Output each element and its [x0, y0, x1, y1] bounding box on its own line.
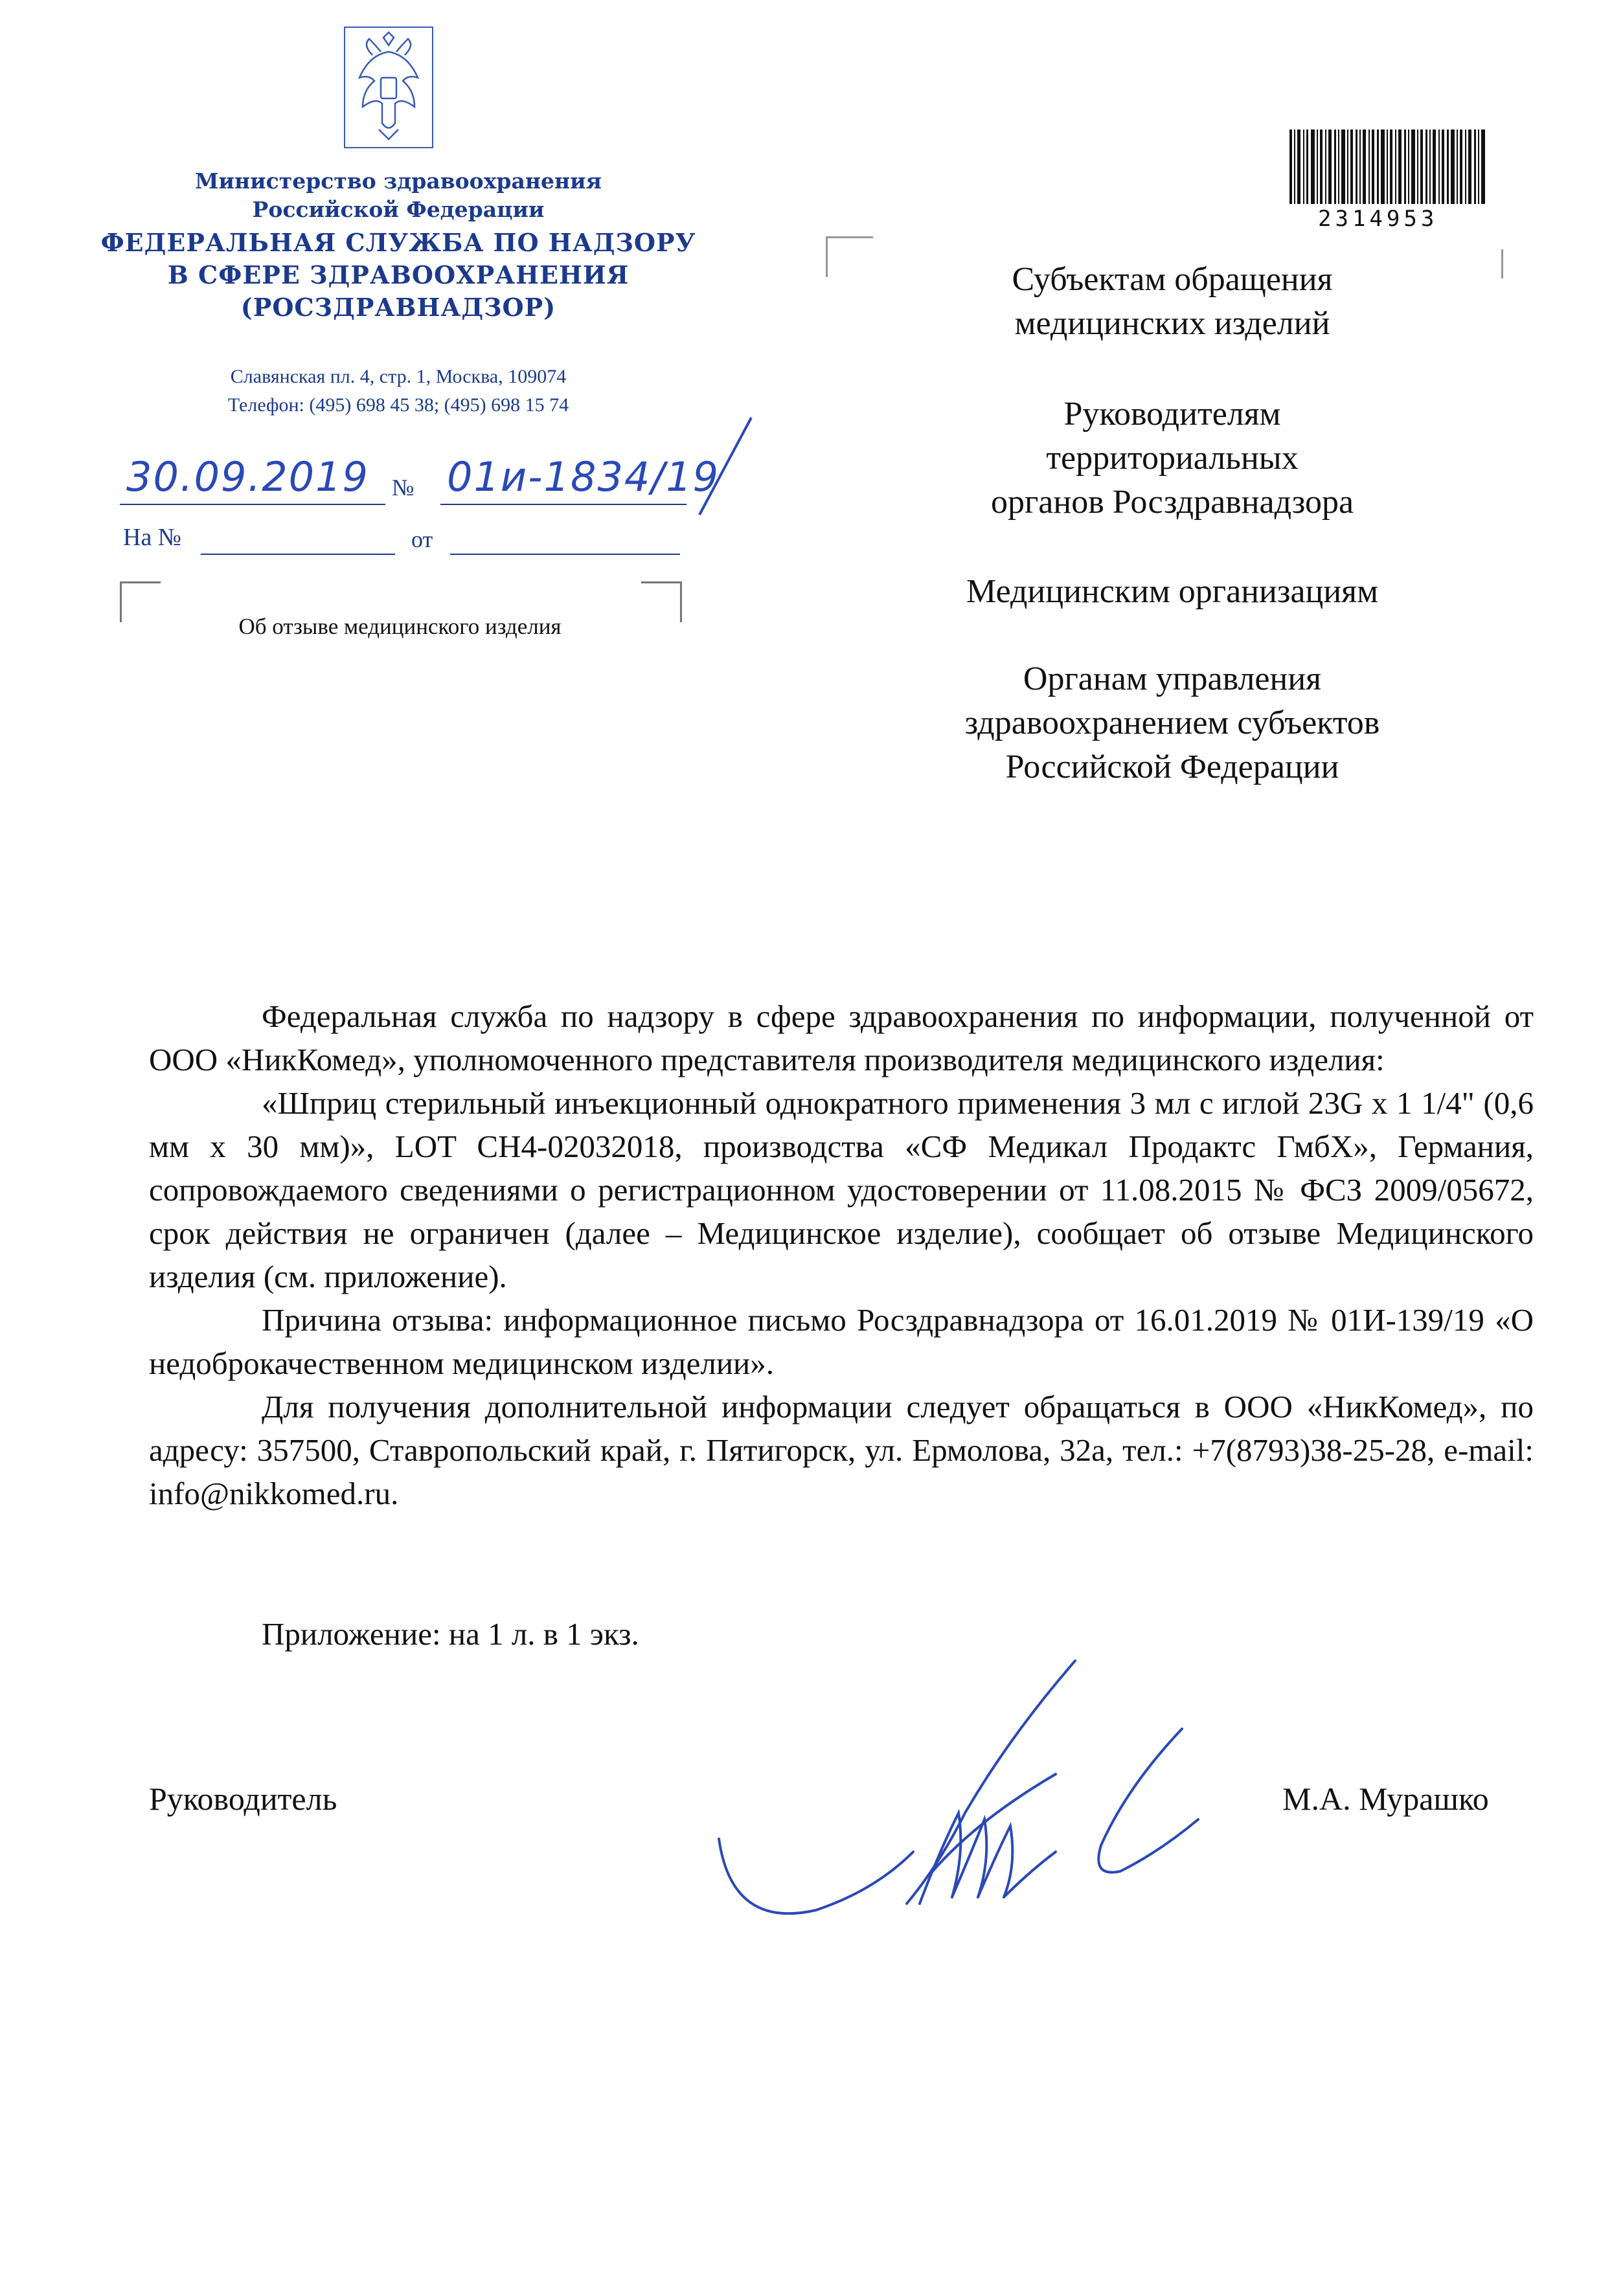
recipient-2-line-2: территориальных [1046, 440, 1299, 477]
ministry-line-1: Министерство здравоохранения [195, 168, 602, 194]
letter-subject: Об отзыве медицинского изделия [238, 614, 562, 639]
letter-body [149, 995, 1534, 1515]
signatory-name: М.А. Мурашко [1282, 1781, 1489, 1817]
registration-date: 30.09.2019 [126, 453, 369, 501]
reference-number-line [201, 554, 395, 555]
attachment-note: Приложение: на 1 л. в 1 экз. [262, 1616, 639, 1652]
recipient-4-line-1: Органам управления [1023, 660, 1322, 697]
ministry-line-2: Российской Федерации [252, 197, 545, 222]
registration-number: 01и-1834/19 [447, 453, 720, 501]
reference-number-label: На № [123, 524, 182, 551]
body-paragraph-2: «Шприц стерильный инъекционный однократного применения 3 мл с иглой 23G x 1 1/4" (0,6 мм x 30 мм)», LOT CH4-02032018, производства «СФ Медикал Продактс ГмбХ», Германия, сопровождаемого сведениями о регистрационном удостоверении от 11.08.2015 № ФСЗ 2009/05672, срок действия не ограничен (далее – Медицинское изделие), сообщает об отзыве Медицинского изделия (см. приложение). [149, 1085, 1534, 1294]
recipient-4-line-2: здравоохранением субъектов [964, 704, 1380, 741]
registration-date-line [120, 504, 385, 505]
service-address: Славянская пл. 4, стр. 1, Москва, 109074 [230, 366, 567, 387]
recipient-1-line-2: медицинских изделий [1014, 305, 1330, 342]
registration-number-sign: № [392, 475, 414, 501]
coat-of-arms-emblem [343, 26, 434, 149]
handwritten-signature [706, 1658, 1211, 1942]
recipient-bracket-right [1501, 249, 1503, 278]
recipient-group-4 [894, 657, 1451, 789]
recipient-1-line-1: Субъектам обращения [1012, 261, 1333, 298]
recipient-group-3 [894, 570, 1451, 614]
recipient-group-2 [894, 392, 1451, 524]
reference-date-line [450, 554, 680, 555]
signatory-title: Руководитель [149, 1781, 337, 1817]
recipient-2-line-3: органов Росздравнадзора [990, 484, 1354, 521]
recipient-2-line-1: Руководителям [1063, 396, 1281, 433]
service-phone: Телефон: (495) 698 45 38; (495) 698 15 74 [227, 394, 569, 416]
recipient-group-1 [894, 258, 1451, 346]
body-paragraph-1: Федеральная служба по надзору в сфере здравоохранения по информации, полученной от ООО «НикКомед», уполномоченного представителя производителя медицинского изделия: [149, 998, 1534, 1077]
service-line-2: В СФЕРЕ ЗДРАВООХРАНЕНИЯ [167, 260, 630, 289]
recipient-bracket-left [826, 236, 873, 277]
barcode-number: 2314953 [1318, 206, 1438, 232]
service-name [91, 227, 706, 324]
recipient-4-line-3: Российской Федерации [1005, 748, 1339, 785]
handwritten-slash-mark [687, 414, 764, 518]
body-paragraph-3: Причина отзыва: информационное письмо Росздравнадзора от 16.01.2019 № 01И-139/19 «О недоброкачественном медицинском изделии». [149, 1302, 1534, 1381]
body-paragraph-4: Для получения дополнительной информации следует обращаться в ООО «НикКомед», по адресу: 357500, Ставропольский край, г. Пятигорск, ул. Ермолова, 32а, тел.: +7(8793)38-25-28, e-mail: info@nikkomed.ru. [149, 1389, 1534, 1511]
ministry-name [130, 167, 667, 224]
service-line-1: ФЕДЕРАЛЬНАЯ СЛУЖБА ПО НАДЗОРУ [100, 228, 696, 257]
recipient-3-line-1: Медицинским организациям [966, 573, 1378, 610]
barcode [1286, 129, 1493, 207]
registration-number-line [440, 504, 687, 505]
service-contacts [130, 363, 667, 420]
service-line-3: (РОСЗДРАВНАДЗОР) [240, 293, 556, 322]
reference-from-label: от [411, 526, 433, 552]
